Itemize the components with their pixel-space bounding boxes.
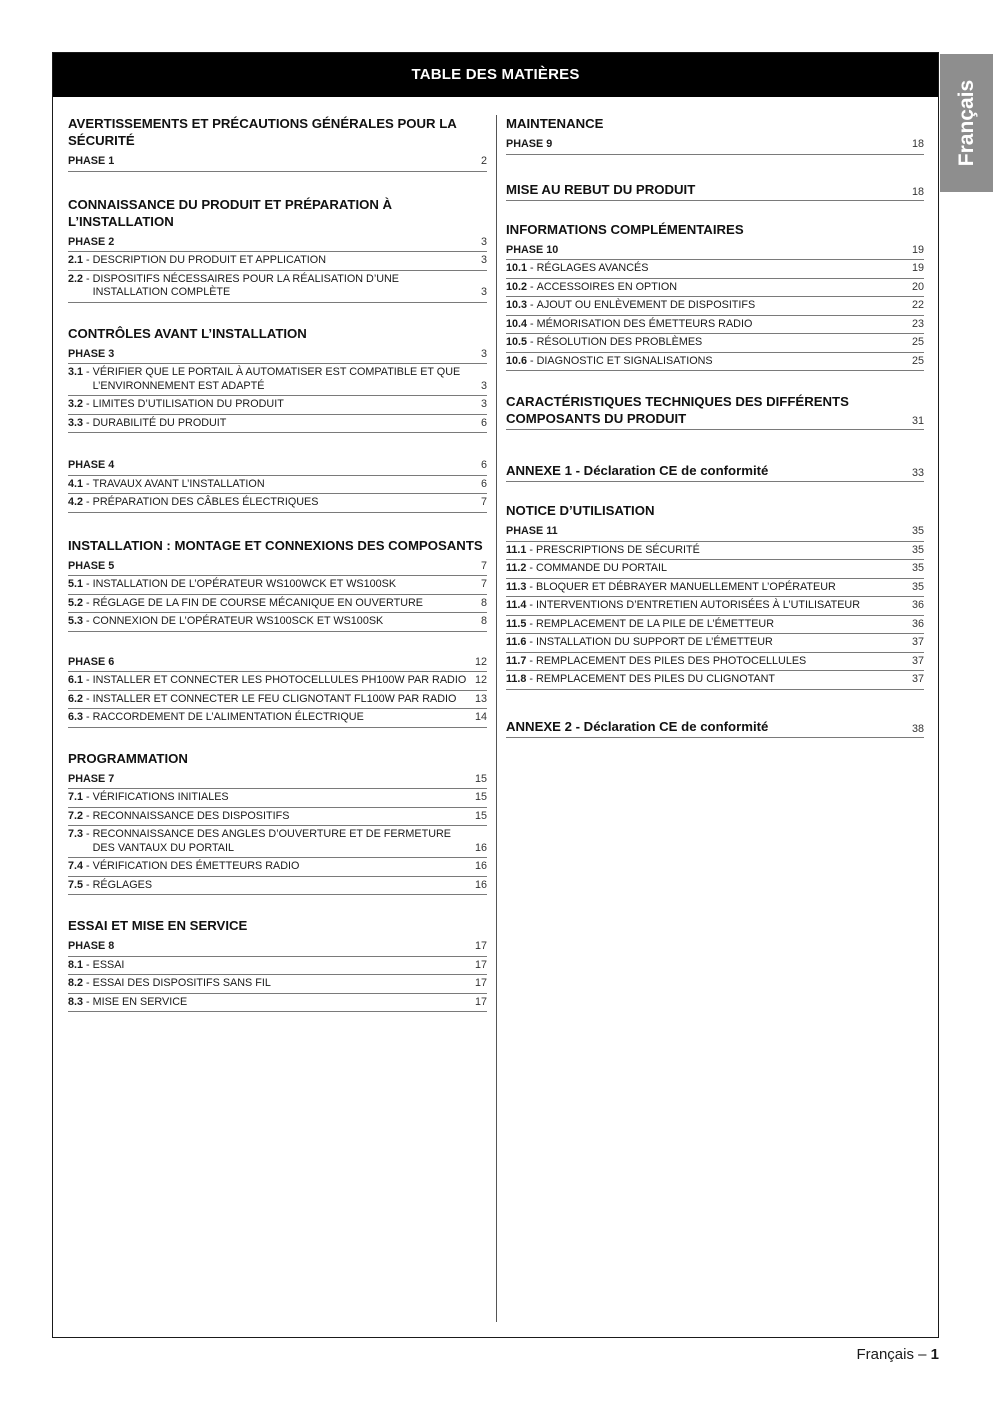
entry-number: 11.3 xyxy=(506,580,527,593)
entry-number: 7.3 xyxy=(68,828,84,840)
entry-label: ACCESSOIRES EN OPTION xyxy=(536,280,678,293)
entry-label: AJOUT OU ENLÈVEMENT DE DISPOSITIFS xyxy=(536,299,756,311)
toc-entry[interactable]: 11.1 - PRESCRIPTIONS DE SÉCURITÉ 35 xyxy=(506,542,924,561)
entry-label: INSTALLER ET CONNECTER LE FEU CLIGNOTANT FL100W PAR RADIO xyxy=(92,692,457,705)
page-number: 17 xyxy=(474,958,487,971)
toc-entry[interactable]: 7.3 - RECONNAISSANCE DES ANGLES D’OUVERTURE ET DE FERMETURE DES VANTAUX DU PORTAIL 16 xyxy=(68,826,487,858)
entry-number: 5.2 xyxy=(68,596,84,609)
entry-label: RÉGLAGE DE LA FIN DE COURSE MÉCANIQUE EN OUVERTURE xyxy=(92,596,423,609)
entry-number: 10.5 xyxy=(506,336,528,348)
toc-entry[interactable]: 4.2 - PRÉPARATION DES CÂBLES ÉLECTRIQUES 7 xyxy=(68,494,487,513)
toc-entry[interactable]: 11.2 - COMMANDE DU PORTAIL 35 xyxy=(506,560,924,579)
entry-number: 11.4 xyxy=(506,599,527,611)
toc-entry[interactable]: 3.3 - DURABILITÉ DU PRODUIT 6 xyxy=(68,415,487,434)
entry-label: RECONNAISSANCE DES DISPOSITIFS xyxy=(92,809,290,822)
phase-label: PHASE 6 xyxy=(68,655,115,668)
entry-label: PRESCRIPTIONS DE SÉCURITÉ xyxy=(536,543,700,556)
entry-label: REMPLACEMENT DE LA PILE DE L’ÉMETTEUR xyxy=(536,617,775,630)
toc-left-column xyxy=(68,115,487,1026)
entry-label: CONNEXION DE L’OPÉRATEUR WS100SCK ET WS100SK xyxy=(92,615,384,627)
page-number: 3 xyxy=(480,398,487,410)
page-number: 15 xyxy=(474,772,487,785)
section-heading: ANNEXE 1 - Déclaration CE de conformité xyxy=(506,463,769,478)
entry-number: 3.2 xyxy=(68,398,84,410)
entry-label: VÉRIFICATIONS INITIALES xyxy=(92,791,229,803)
page-number: 7 xyxy=(480,496,487,508)
footer-separator: – xyxy=(913,1346,931,1363)
entry-label: ESSAI DES DISPOSITIFS SANS FIL xyxy=(92,977,271,989)
section-heading: MAINTENANCE xyxy=(506,116,604,131)
section-heading: INFORMATIONS COMPLÉMENTAIRES xyxy=(506,221,744,237)
toc-entry[interactable]: 6.2 - INSTALLER ET CONNECTER LE FEU CLIGNOTANT FL100W PAR RADIO 13 xyxy=(68,691,487,710)
phase-label: PHASE 4 xyxy=(68,459,115,471)
entry-number: 7.1 xyxy=(68,791,84,803)
toc-section-phase4 xyxy=(68,457,487,513)
phase-label: PHASE 3 xyxy=(68,347,115,360)
page-number: 23 xyxy=(911,317,924,330)
page-number: 31 xyxy=(911,415,924,427)
toc-entry[interactable]: 5.3 - CONNEXION DE L’OPÉRATEUR WS100SCK ET WS100SK 8 xyxy=(68,613,487,632)
toc-section-maintenance xyxy=(506,115,924,155)
page-number: 3 xyxy=(480,235,487,248)
entry-label: COMMANDE DU PORTAIL xyxy=(536,562,668,574)
phase-label: PHASE 7 xyxy=(68,772,115,785)
page-number: 38 xyxy=(911,722,924,735)
page-number: 3 xyxy=(480,379,487,392)
toc-entry[interactable] xyxy=(68,654,487,673)
toc-entry[interactable] xyxy=(68,234,487,253)
entry-label: REMPLACEMENT DES PILES DU CLIGNOTANT xyxy=(536,673,776,685)
page-footer xyxy=(856,1346,939,1363)
page-number: 15 xyxy=(474,791,487,803)
page-number: 17 xyxy=(474,977,487,989)
entry-label: ESSAI xyxy=(92,958,125,971)
toc-section-annex1 xyxy=(506,462,924,482)
page-number: 16 xyxy=(474,860,487,872)
toc-entry[interactable] xyxy=(68,346,487,365)
page-number: 3 xyxy=(480,254,487,266)
entry-label: MÉMORISATION DES ÉMETTEURS RADIO xyxy=(536,317,753,330)
entry-label: INSTALLER ET CONNECTER LES PHOTOCELLULES PH100W PAR RADIO xyxy=(92,674,467,686)
section-heading: ANNEXE 2 - Déclaration CE de conformité xyxy=(506,718,769,734)
page-number: 19 xyxy=(911,262,924,274)
section-heading: ESSAI ET MISE EN SERVICE xyxy=(68,918,248,933)
toc-right-column xyxy=(506,115,924,752)
page-number: 19 xyxy=(911,243,924,256)
toc-entry[interactable]: 11.8 - REMPLACEMENT DES PILES DU CLIGNOTANT 37 xyxy=(506,671,924,690)
toc-entry[interactable]: 3.2 - LIMITES D’UTILISATION DU PRODUIT 3 xyxy=(68,396,487,415)
entry-number: 6.2 xyxy=(68,692,84,705)
entry-number: 7.4 xyxy=(68,860,84,872)
toc-entry[interactable] xyxy=(68,457,487,476)
section-heading: AVERTISSEMENTS ET PRÉCAUTIONS GÉNÉRALES POUR LA SÉCURITÉ xyxy=(68,116,457,148)
page-number: 2 xyxy=(480,155,487,167)
page-number: 18 xyxy=(911,138,924,150)
toc-entry[interactable]: 5.2 - RÉGLAGE DE LA FIN DE COURSE MÉCANIQUE EN OUVERTURE 8 xyxy=(68,595,487,614)
page-number: 13 xyxy=(474,692,487,705)
toc-section-testing xyxy=(68,917,487,1012)
entry-label: DISPOSITIFS NÉCESSAIRES POUR LA RÉALISATION D’UNE INSTALLATION COMPLÈTE xyxy=(92,272,400,298)
page-number: 8 xyxy=(480,615,487,627)
toc-entry[interactable] xyxy=(506,181,924,201)
toc-entry[interactable]: 2.2 - DISPOSITIFS NÉCESSAIRES POUR LA RÉALISATION D’UNE INSTALLATION COMPLÈTE 3 xyxy=(68,271,487,303)
entry-label: INSTALLATION DU SUPPORT DE L’ÉMETTEUR xyxy=(536,636,773,648)
toc-section-programming xyxy=(68,750,487,896)
toc-entry[interactable] xyxy=(68,771,487,790)
toc-entry[interactable]: 4.1 - TRAVAUX AVANT L’INSTALLATION 6 xyxy=(68,476,487,495)
toc-entry[interactable]: 11.7 - REMPLACEMENT DES PILES DES PHOTOCELLULES 37 xyxy=(506,653,924,672)
section-heading: CONNAISSANCE DU PRODUIT ET PRÉPARATION À L’INSTALLATION xyxy=(68,196,393,229)
entry-number: 11.6 xyxy=(506,636,527,648)
toc-section-disposal xyxy=(506,181,924,201)
page-number: 7 xyxy=(480,578,487,590)
entry-number: 10.2 xyxy=(506,280,528,293)
language-tab-label: Français xyxy=(954,79,978,167)
entry-label: RECONNAISSANCE DES ANGLES D’OUVERTURE ET DE FERMETURE DES VANTAUX DU PORTAIL xyxy=(92,828,451,854)
page-number: 15 xyxy=(474,809,487,822)
toc-entry[interactable]: 10.3 - AJOUT OU ENLÈVEMENT DE DISPOSITIFS 22 xyxy=(506,297,924,316)
page-number: 37 xyxy=(911,654,924,667)
phase-label: PHASE 5 xyxy=(68,559,115,572)
entry-label: DURABILITÉ DU PRODUIT xyxy=(92,416,227,429)
toc-entry[interactable] xyxy=(506,393,924,430)
toc-entry[interactable] xyxy=(68,938,487,957)
page-number: 33 xyxy=(911,467,924,479)
toc-entry[interactable]: 11.3 - BLOQUER ET DÉBRAYER MANUELLEMENT L’OPÉRATEUR 35 xyxy=(506,579,924,598)
entry-label: REMPLACEMENT DES PILES DES PHOTOCELLULES xyxy=(536,654,807,667)
page-title: TABLE DES MATIÈRES xyxy=(53,53,938,97)
page-number: 22 xyxy=(911,299,924,311)
page-number: 16 xyxy=(474,841,487,854)
entry-number: 10.4 xyxy=(506,317,528,330)
page-number: 3 xyxy=(480,347,487,360)
entry-label: INSTALLATION DE L’OPÉRATEUR WS100WCK ET WS100SK xyxy=(92,578,397,590)
page-number: 6 xyxy=(480,459,487,471)
toc-entry[interactable]: 8.3 - MISE EN SERVICE 17 xyxy=(68,994,487,1013)
entry-number: 6.3 xyxy=(68,711,84,723)
entry-number: 3.1 xyxy=(68,366,84,378)
section-heading: CARACTÉRISTIQUES TECHNIQUES DES DIFFÉRENTS COMPOSANTS DU PRODUIT xyxy=(506,394,849,426)
toc-entry[interactable]: 6.1 - INSTALLER ET CONNECTER LES PHOTOCELLULES PH100W PAR RADIO 12 xyxy=(68,672,487,691)
entry-number: 8.2 xyxy=(68,977,84,989)
language-tab[interactable] xyxy=(940,54,993,192)
section-heading: MISE AU REBUT DU PRODUIT xyxy=(506,181,696,197)
entry-number: 11.5 xyxy=(506,617,527,630)
entry-label: RÉGLAGES xyxy=(92,878,153,891)
page-number: 7 xyxy=(480,559,487,572)
toc-section-safety xyxy=(68,115,487,172)
toc-entry[interactable]: 2.1 - DESCRIPTION DU PRODUIT ET APPLICATION 3 xyxy=(68,252,487,271)
toc-entry[interactable]: 7.1 - VÉRIFICATIONS INITIALES 15 xyxy=(68,789,487,808)
phase-label: PHASE 1 xyxy=(68,155,115,167)
entry-label: DESCRIPTION DU PRODUIT ET APPLICATION xyxy=(92,254,326,266)
entry-label: VÉRIFICATION DES ÉMETTEURS RADIO xyxy=(92,860,300,872)
column-divider xyxy=(496,115,497,1322)
entry-number: 10.1 xyxy=(506,262,528,274)
phase-label: PHASE 2 xyxy=(68,235,115,248)
entry-label: VÉRIFIER QUE LE PORTAIL À AUTOMATISER EST COMPATIBLE ET QUE L’ENVIRONNEMENT EST ADAPTÉ xyxy=(92,366,461,392)
phase-label: PHASE 9 xyxy=(506,138,553,150)
toc-entry[interactable] xyxy=(506,523,924,542)
entry-number: 5.3 xyxy=(68,615,84,627)
page-number: 25 xyxy=(911,354,924,367)
entry-label: RÉGLAGES AVANCÉS xyxy=(536,262,649,274)
toc-entry[interactable] xyxy=(506,462,924,482)
entry-number: 2.1 xyxy=(68,254,84,266)
entry-label: MISE EN SERVICE xyxy=(92,995,188,1008)
toc-entry[interactable]: 3.1 - VÉRIFIER QUE LE PORTAIL À AUTOMATISER EST COMPATIBLE ET QUE L’ENVIRONNEMENT EST ADAPTÉ 3 xyxy=(68,364,487,396)
page-number: 6 xyxy=(480,477,487,490)
entry-label: RÉSOLUTION DES PROBLÈMES xyxy=(536,336,703,348)
toc-section-installation xyxy=(68,537,487,632)
page-number: 37 xyxy=(911,673,924,685)
entry-label: DIAGNOSTIC ET SIGNALISATIONS xyxy=(536,354,713,367)
entry-label: BLOQUER ET DÉBRAYER MANUELLEMENT L’OPÉRATEUR xyxy=(536,580,836,593)
toc-section-tech-specs xyxy=(506,393,924,430)
entry-number: 4.2 xyxy=(68,496,84,508)
entry-number: 5.1 xyxy=(68,578,84,590)
toc-entry[interactable] xyxy=(68,558,487,577)
toc-entry[interactable]: 10.6 - DIAGNOSTIC ET SIGNALISATIONS 25 xyxy=(506,353,924,372)
entry-label: TRAVAUX AVANT L’INSTALLATION xyxy=(92,477,265,490)
page-number: 6 xyxy=(480,416,487,429)
entry-number: 11.7 xyxy=(506,654,527,667)
page-number: 35 xyxy=(911,525,924,537)
toc-entry[interactable] xyxy=(506,136,924,155)
section-heading: NOTICE D’UTILISATION xyxy=(506,503,655,518)
toc-entry[interactable]: 10.2 - ACCESSOIRES EN OPTION 20 xyxy=(506,279,924,298)
toc-entry[interactable]: 8.1 - ESSAI 17 xyxy=(68,957,487,976)
entry-number: 2.2 xyxy=(68,272,84,285)
footer-page-number: 1 xyxy=(930,1346,939,1363)
entry-number: 4.1 xyxy=(68,477,84,490)
entry-number: 7.5 xyxy=(68,878,84,891)
entry-number: 8.1 xyxy=(68,958,84,971)
page-number: 8 xyxy=(480,596,487,609)
toc-section-product xyxy=(68,196,487,303)
page-number: 17 xyxy=(474,995,487,1008)
entry-number: 11.1 xyxy=(506,543,527,556)
page-number: 37 xyxy=(911,636,924,648)
entry-number: 11.2 xyxy=(506,562,527,574)
toc-entry[interactable]: 11.5 - REMPLACEMENT DE LA PILE DE L’ÉMETTEUR 36 xyxy=(506,616,924,635)
page-number: 35 xyxy=(911,543,924,556)
entry-number: 3.3 xyxy=(68,416,84,429)
toc-entry[interactable] xyxy=(506,718,924,738)
section-heading: CONTRÔLES AVANT L’INSTALLATION xyxy=(68,325,307,341)
entry-number: 7.2 xyxy=(68,809,84,822)
toc-entry[interactable]: 10.5 - RÉSOLUTION DES PROBLÈMES 25 xyxy=(506,334,924,353)
toc-entry[interactable]: 7.2 - RECONNAISSANCE DES DISPOSITIFS 15 xyxy=(68,808,487,827)
page-number: 35 xyxy=(911,580,924,593)
entry-label: LIMITES D’UTILISATION DU PRODUIT xyxy=(92,398,284,410)
entry-label: INTERVENTIONS D’ENTRETIEN AUTORISÉES À L’UTILISATEUR xyxy=(536,599,861,611)
toc-section-user-manual xyxy=(506,502,924,690)
entry-number: 8.3 xyxy=(68,995,84,1008)
toc-entry[interactable]: 11.6 - INSTALLATION DU SUPPORT DE L’ÉMETTEUR 37 xyxy=(506,634,924,653)
section-heading: INSTALLATION : MONTAGE ET CONNEXIONS DES COMPOSANTS xyxy=(68,537,483,553)
page-number: 14 xyxy=(474,711,487,723)
toc-entry[interactable]: 7.5 - RÉGLAGES 16 xyxy=(68,877,487,896)
entry-number: 11.8 xyxy=(506,673,527,685)
entry-number: 6.1 xyxy=(68,674,84,686)
page-number: 16 xyxy=(474,878,487,891)
toc-entry[interactable]: 10.1 - RÉGLAGES AVANCÉS 19 xyxy=(506,260,924,279)
toc-entry[interactable]: 5.1 - INSTALLATION DE L’OPÉRATEUR WS100WCK ET WS100SK 7 xyxy=(68,576,487,595)
toc-section-additional-info xyxy=(506,221,924,372)
toc-section-annex2 xyxy=(506,718,924,738)
footer-language: Français xyxy=(856,1346,914,1363)
entry-label: RACCORDEMENT DE L’ALIMENTATION ÉLECTRIQUE xyxy=(92,711,364,723)
entry-number: 10.6 xyxy=(506,354,528,367)
entry-label: PRÉPARATION DES CÂBLES ÉLECTRIQUES xyxy=(92,496,319,508)
section-heading: PROGRAMMATION xyxy=(68,750,188,766)
page-number: 12 xyxy=(474,674,487,686)
toc-entry[interactable]: 7.4 - VÉRIFICATION DES ÉMETTEURS RADIO 16 xyxy=(68,858,487,877)
page-number: 18 xyxy=(911,185,924,198)
toc-entry[interactable]: 6.3 - RACCORDEMENT DE L’ALIMENTATION ÉLECTRIQUE 14 xyxy=(68,709,487,728)
page-number: 36 xyxy=(911,617,924,630)
toc-section-phase6 xyxy=(68,654,487,728)
entry-number: 10.3 xyxy=(506,299,528,311)
phase-label: PHASE 11 xyxy=(506,525,558,537)
phase-label: PHASE 8 xyxy=(68,940,115,952)
toc-entry[interactable] xyxy=(68,153,487,172)
page-number: 20 xyxy=(911,280,924,293)
toc-entry[interactable]: 8.2 - ESSAI DES DISPOSITIFS SANS FIL 17 xyxy=(68,975,487,994)
page-number: 36 xyxy=(911,599,924,611)
toc-entry[interactable] xyxy=(506,242,924,261)
toc-entry[interactable]: 11.4 - INTERVENTIONS D’ENTRETIEN AUTORISÉES À L’UTILISATEUR 36 xyxy=(506,597,924,616)
toc-section-checks xyxy=(68,325,487,434)
toc-entry[interactable]: 10.4 - MÉMORISATION DES ÉMETTEURS RADIO 23 xyxy=(506,316,924,335)
page-number: 25 xyxy=(911,336,924,348)
page-number: 12 xyxy=(474,655,487,668)
page-number: 17 xyxy=(474,940,487,952)
page-number: 3 xyxy=(480,286,487,298)
phase-label: PHASE 10 xyxy=(506,243,559,256)
page-number: 35 xyxy=(911,562,924,574)
